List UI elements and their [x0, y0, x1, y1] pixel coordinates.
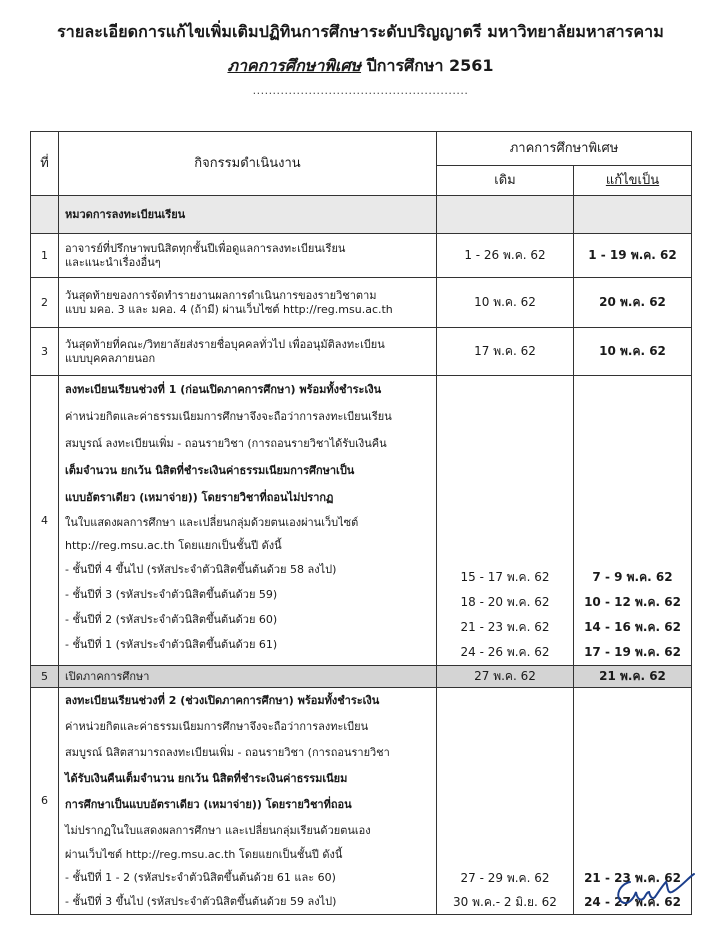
row-old-date: 27 พ.ค. 62: [437, 666, 574, 688]
sub-item: - ชั้นปีที่ 3 ขึ้นไป (รหัสประจำตัวนิสิตขึ้นต้นด้วย 59 ลงไป): [65, 895, 337, 908]
category-label: หมวดการลงทะเบียนเรียน: [59, 196, 437, 234]
sub-new-date: 24 - 27 พ.ค. 62: [584, 895, 681, 909]
activity-line: ผ่านเว็บไซต์ http://reg.msu.ac.th โดยแยกเป็นชั้นปี ดังนี้: [65, 848, 343, 861]
row-activity: [59, 234, 437, 278]
activity-line: วันสุดท้ายที่คณะ/วิทยาลัยส่งรายชื่อบุคคลทั่วไป เพื่ออนุมัติลงทะเบียน: [65, 338, 385, 352]
sub-old-date: 24 - 26 พ.ค. 62: [460, 645, 550, 659]
sub-old-date: 18 - 20 พ.ค. 62: [460, 595, 550, 609]
row-new-date: 20 พ.ค. 62: [574, 278, 692, 328]
document-title: รายละเอียดการแก้ไขเพิ่มเติมปฏิทินการศึกษาระดับปริญญาตรี มหาวิทยาลัยมหาสารคาม: [57, 22, 664, 41]
activity-line: แบบอัตราเดียว (เหมาจ่าย)) โดยรายวิชาที่ถอนไม่ปรากฏ: [65, 491, 334, 504]
dotted-separator: ......................................................: [252, 84, 469, 97]
row-activity: [59, 688, 437, 915]
row-old-date: [437, 376, 574, 666]
row-new-date: [574, 376, 692, 666]
sub-item: - ชั้นปีที่ 1 - 2 (รหัสประจำตัวนิสิตขึ้นต้นด้วย 61 และ 60): [65, 871, 336, 884]
activity-line: สมบูรณ์ นิสิตสามารถลงทะเบียนเพิ่ม - ถอนรายวิชา (การถอนรายวิชา: [65, 746, 390, 759]
activity-line: ในใบแสดงผลการศึกษา และเปลี่ยนกลุ่มด้วยตนเองผ่านเว็บไซต์: [65, 516, 359, 529]
activity-line: ได้รับเงินคืนเต็มจำนวน ยกเว้น นิสิตที่ชำระเงินค่าธรรมเนียม: [65, 772, 348, 785]
header-no: ที่: [31, 132, 59, 196]
sub-old-date: 30 พ.ค.- 2 มิ.ย. 62: [453, 895, 557, 909]
row-number: 1: [31, 234, 59, 278]
activity-line: วันสุดท้ายของการจัดทำรายงานผลการดำเนินการของรายวิชาตาม: [65, 289, 377, 303]
row-number: 2: [31, 278, 59, 328]
row-number: 4: [31, 376, 59, 666]
academic-year: ปีการศึกษา 2561: [366, 56, 494, 75]
table-row: [31, 666, 692, 688]
semester-label: ภาคการศึกษาพิเศษ: [227, 56, 362, 75]
category-new-cell: [574, 196, 692, 234]
row-number: 3: [31, 328, 59, 376]
activity-line: ค่าหน่วยกิตและค่าธรรมเนียมการศึกษาจึงจะถือว่าการลงทะเบียนเรียน: [65, 410, 392, 423]
table-row: [31, 688, 692, 915]
activity-line: http://reg.msu.ac.th โดยแยกเป็นชั้นปี ดังนี้: [65, 539, 282, 552]
activity-line: แบบบุคคลภายนอก: [65, 351, 156, 365]
sub-new-date: 7 - 9 พ.ค. 62: [592, 570, 673, 584]
activity-line: ลงทะเบียนเรียนช่วงที่ 1 (ก่อนเปิดภาคการศึกษา) พร้อมทั้งชำระเงิน: [65, 383, 382, 396]
table-row: [31, 278, 692, 328]
sub-item: - ชั้นปีที่ 1 (รหัสประจำตัวนิสิตขึ้นต้นด้วย 61): [65, 638, 278, 651]
row-activity: [59, 278, 437, 328]
row-old-date: 17 พ.ค. 62: [437, 328, 574, 376]
activity-line: ค่าหน่วยกิตและค่าธรรมเนียมการศึกษาจึงจะถือว่าการลงทะเบียน: [65, 720, 369, 733]
activity-line: และแนะนำเรื่องอื่นๆ: [65, 255, 161, 269]
row-activity: เปิดภาคการศึกษา: [59, 666, 437, 688]
table-row: [31, 234, 692, 278]
activity-line: เต็มจำนวน ยกเว้น นิสิตที่ชำระเงินค่าธรรมเนียมการศึกษาเป็น: [65, 464, 355, 477]
calendar-table: [30, 131, 692, 915]
category-no-cell: [31, 196, 59, 234]
sub-new-date: 10 - 12 พ.ค. 62: [584, 595, 681, 609]
activity-line: ลงทะเบียนเรียนช่วงที่ 2 (ช่วงเปิดภาคการศึกษา) พร้อมทั้งชำระเงิน: [65, 694, 380, 707]
sub-item: - ชั้นปีที่ 4 ขึ้นไป (รหัสประจำตัวนิสิตขึ้นต้นด้วย 58 ลงไป): [65, 563, 337, 576]
document-subtitle: [0, 54, 721, 79]
category-old-cell: [437, 196, 574, 234]
activity-line: สมบูรณ์ ลงทะเบียนเพิ่ม - ถอนรายวิชา (การถอนรายวิชาได้รับเงินคืน: [65, 437, 387, 450]
activity-line: อาจารย์ที่ปรึกษาพบนิสิตทุกชั้นปีเพื่อดูแลการลงทะเบียนเรียน: [65, 242, 346, 256]
row-old-date: 10 พ.ค. 62: [437, 278, 574, 328]
row-activity: [59, 376, 437, 666]
row-number: 6: [31, 688, 59, 915]
activity-line: ไม่ปรากฏในใบแสดงผลการศึกษา และเปลี่ยนกลุ่มเรียนด้วยตนเอง: [65, 824, 371, 837]
row-old-date: 1 - 26 พ.ค. 62: [437, 234, 574, 278]
sub-new-date: 14 - 16 พ.ค. 62: [584, 620, 681, 634]
row-new-date: 21 พ.ค. 62: [574, 666, 692, 688]
header-new: แก้ไขเป็น: [574, 166, 692, 196]
row-number: 5: [31, 666, 59, 688]
sub-old-date: 15 - 17 พ.ค. 62: [460, 570, 550, 584]
header-activity: กิจกรรมดำเนินงาน: [59, 132, 437, 196]
sub-old-date: 27 - 29 พ.ค. 62: [460, 871, 550, 885]
header-special-semester: ภาคการศึกษาพิเศษ: [437, 132, 692, 166]
sub-old-date: 21 - 23 พ.ค. 62: [460, 620, 550, 634]
activity-line: แบบ มคอ. 3 และ มคอ. 4 (ถ้ามี) ผ่านเว็บไซต์ http://reg.msu.ac.th: [65, 302, 393, 316]
sub-new-date: 21 - 23 พ.ค. 62: [584, 871, 681, 885]
table-row: [31, 376, 692, 666]
sub-item: - ชั้นปีที่ 3 (รหัสประจำตัวนิสิตขึ้นต้นด้วย 59): [65, 588, 278, 601]
sub-new-date: 17 - 19 พ.ค. 62: [584, 645, 681, 659]
handwritten-signature: [600, 862, 700, 912]
sub-item: - ชั้นปีที่ 2 (รหัสประจำตัวนิสิตขึ้นต้นด้วย 60): [65, 613, 278, 626]
table-row: [31, 328, 692, 376]
row-new-date: 10 พ.ค. 62: [574, 328, 692, 376]
row-new-date: 1 - 19 พ.ค. 62: [574, 234, 692, 278]
header-old: เดิม: [437, 166, 574, 196]
activity-line: การศึกษาเป็นแบบอัตราเดียว (เหมาจ่าย)) โดยรายวิชาที่ถอน: [65, 798, 352, 811]
row-old-date: [437, 688, 574, 915]
row-activity: [59, 328, 437, 376]
